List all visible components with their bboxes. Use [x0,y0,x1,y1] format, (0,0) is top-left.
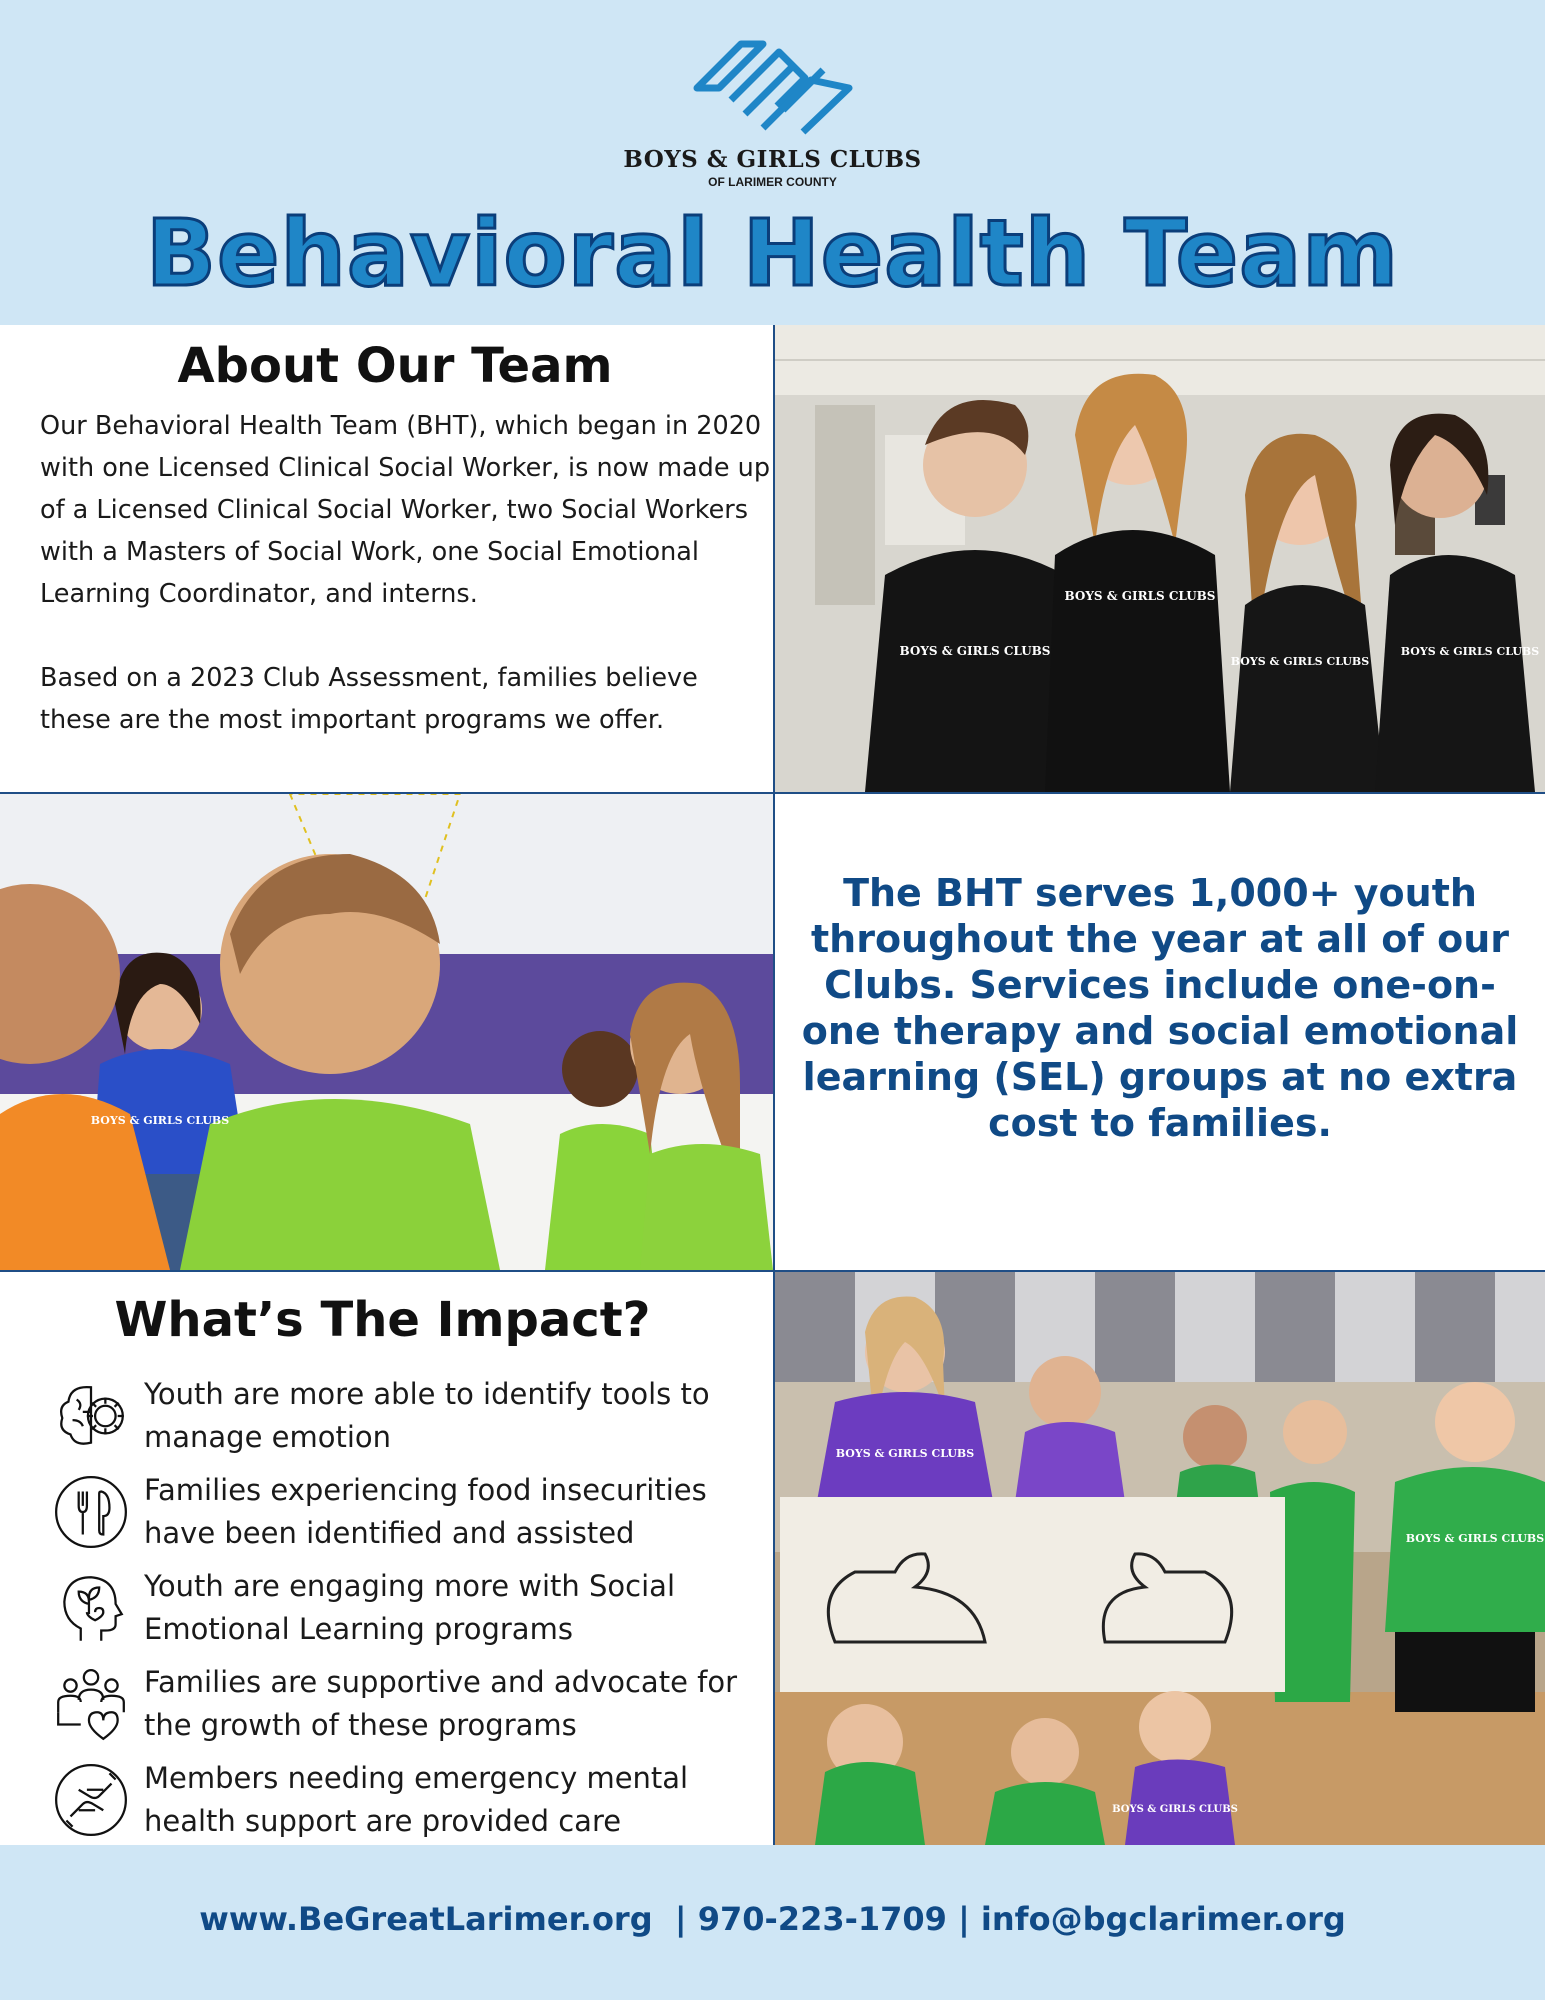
about-paragraph-2: Based on a 2023 Club Assessment, families believe these are the most important programs we offer. [40,663,698,735]
about-body [40,405,770,741]
org-name: BOYS & GIRLS CLUBS [623,146,922,173]
group-shirt-logo: BOYS & GIRLS CLUBS [90,1114,230,1127]
impact-item [50,1752,770,1848]
impact-item [50,1560,770,1656]
org-subtitle: OF LARIMER COUNTY [708,175,837,189]
team-shirt-logo-3: BOYS & GIRLS CLUBS [1230,655,1370,668]
impact-text-5: Members needing emergency mental health support are provided care [144,1761,689,1838]
about-paragraph-1: Our Behavioral Health Team (BHT), which began in 2020 with one Licensed Clinical Social Worker, is now made up of a Licensed Clinical Social Worker, two Social Workers with a Masters of Social Work, one Social Emotional Learning Coordinator, and interns. [40,411,770,609]
kids-shirt-logo-2: BOYS & GIRLS CLUBS [1405,1532,1545,1545]
impact-item [50,1464,770,1560]
impact-item [50,1368,770,1464]
team-photo [775,325,1545,792]
footer-contact: www.BeGreatLarimer.org | 970-223-1709 | info@bgclarimer.org [199,1900,1346,1938]
impact-item [50,1656,770,1752]
team-shirt-logo-1: BOYS & GIRLS CLUBS [899,644,1051,658]
page-title: Behavioral Health Team [145,200,1400,307]
impact-text-3: Youth are engaging more with Social Emotional Learning programs [144,1569,676,1646]
impact-list [50,1368,770,1848]
head-leaf-icon [50,1567,132,1649]
grid-divider-horizontal-1 [0,792,1545,794]
grid-divider-horizontal-2 [0,1270,1545,1272]
grid-divider-vertical [773,325,775,1845]
family-heart-icon [50,1663,132,1745]
caring-hands-icon [50,1759,132,1841]
utensils-icon [50,1471,132,1553]
impact-text-2: Families experiencing food insecurities have been identified and assisted [144,1473,707,1550]
kids-shirt-logo-3: BOYS & GIRLS CLUBS [1112,1804,1238,1815]
kids-poster-photo [775,1272,1545,1845]
bgc-logo-icon [693,40,853,135]
kids-shirt-logo-1: BOYS & GIRLS CLUBS [835,1447,975,1460]
impact-title: What’s The Impact? [114,1292,651,1348]
team-shirt-logo-2: BOYS & GIRLS CLUBS [1064,589,1216,603]
impact-text-1: Youth are more able to identify tools to manage emotion [144,1377,710,1454]
brain-gear-icon [50,1375,132,1457]
highlight-text: The BHT serves 1,000+ youth throughout the year at all of our Clubs. Services include one-on-one therapy and social emotional learning (SEL) groups at no extra cost to families. [801,871,1519,1145]
group-session-photo [0,794,773,1270]
about-title: About Our Team [177,338,613,394]
impact-text-4: Families are supportive and advocate for the growth of these programs [144,1665,737,1742]
team-shirt-logo-4: BOYS & GIRLS CLUBS [1400,645,1540,658]
